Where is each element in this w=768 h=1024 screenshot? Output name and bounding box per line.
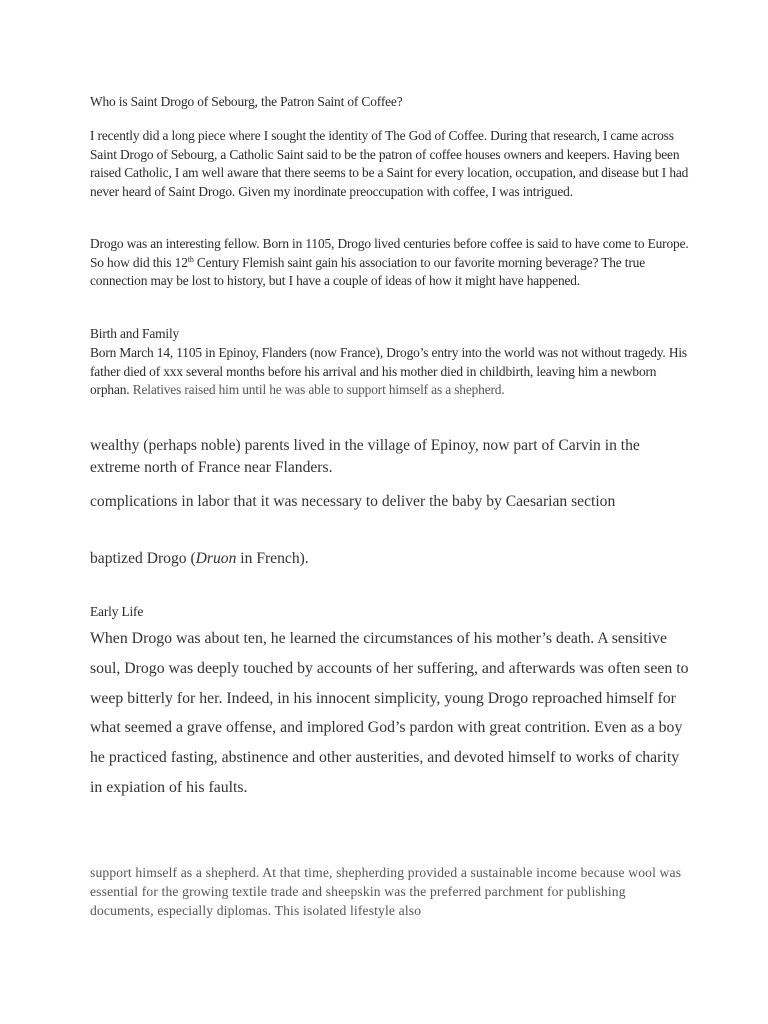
- early-life-paragraph: When Drogo was about ten, he learned the circumstances of his mother’s death. A sensitive soul, Drogo was deeply touched by accounts of her suffering, and afterwards was often seen to weep bitterly for her. Indeed, in his innocent simplicity, young Drogo reproached himself for what seemed a grave offense, and implored God’s pardon with great contrition. Even as a boy he practiced fasting, abstinence and other austerities, and devoted himself to works of charity in expiation of his faults.: [90, 630, 689, 796]
- birth-family-paragraph: [90, 344, 690, 400]
- shepherd-paragraph: support himself as a shepherd. At that time, shepherding provided a sustainable income because wool was essential for the growing textile trade and sheepskin was the preferred parchment for publishing documents, especially diplomas. This isolated lifestyle also: [90, 865, 682, 919]
- coffee-history-text-start: Drogo was an interesting fellow. Born in 1105, Drogo lived centuries before coffee is said to have come to Europe. So how did this 12: [90, 236, 689, 270]
- birth-family-text: Born March 14, 1105 in Epinoy, Flanders (now France), Drogo’s entry into the world was not without tragedy. His father died of xxx several months before his arrival and his mother died in childbirth, leaving him a newborn orphan.: [90, 345, 687, 398]
- birth-family-text-gray: Relatives raised him until he was able to support himself as a shepherd.: [132, 382, 505, 398]
- note-baptized-italic: Druon: [195, 550, 237, 567]
- birth-family-heading: Birth and Family: [90, 326, 180, 341]
- note-baptized-end: in French).: [236, 550, 309, 567]
- note-complications: complications in labor that it was necessary to deliver the baby by Caesarian section: [90, 493, 616, 510]
- article-title: Who is Saint Drogo of Sebourg, the Patron Saint of Coffee?: [90, 94, 403, 109]
- early-life-heading: Early Life: [90, 604, 144, 619]
- ordinal-superscript: th: [187, 254, 194, 264]
- coffee-history-paragraph: [90, 235, 690, 291]
- note-wealthy-parents: wealthy (perhaps noble) parents lived in the village of Epinoy, now part of Carvin in the extreme north of France near Flanders.: [90, 437, 640, 476]
- coffee-history-text-end: Century Flemish saint gain his association to our favorite morning beverage? The true connection may be lost to history, but I have a couple of ideas of how it might have happened.: [90, 254, 646, 289]
- intro-paragraph: I recently did a long piece where I sought the identity of The God of Coffee. During that research, I came across Saint Drogo of Sebourg, a Catholic Saint said to be the patron of coffee houses owners and keepers. Having been raised Catholic, I am well aware that there seems to be a Saint for every location, occupation, and disease but I had never heard of Saint Drogo. Given my inordinate preoccupation with coffee, I was intrigued.: [90, 128, 689, 199]
- note-baptized-start: baptized Drogo (: [90, 550, 196, 567]
- note-baptized: [90, 548, 690, 570]
